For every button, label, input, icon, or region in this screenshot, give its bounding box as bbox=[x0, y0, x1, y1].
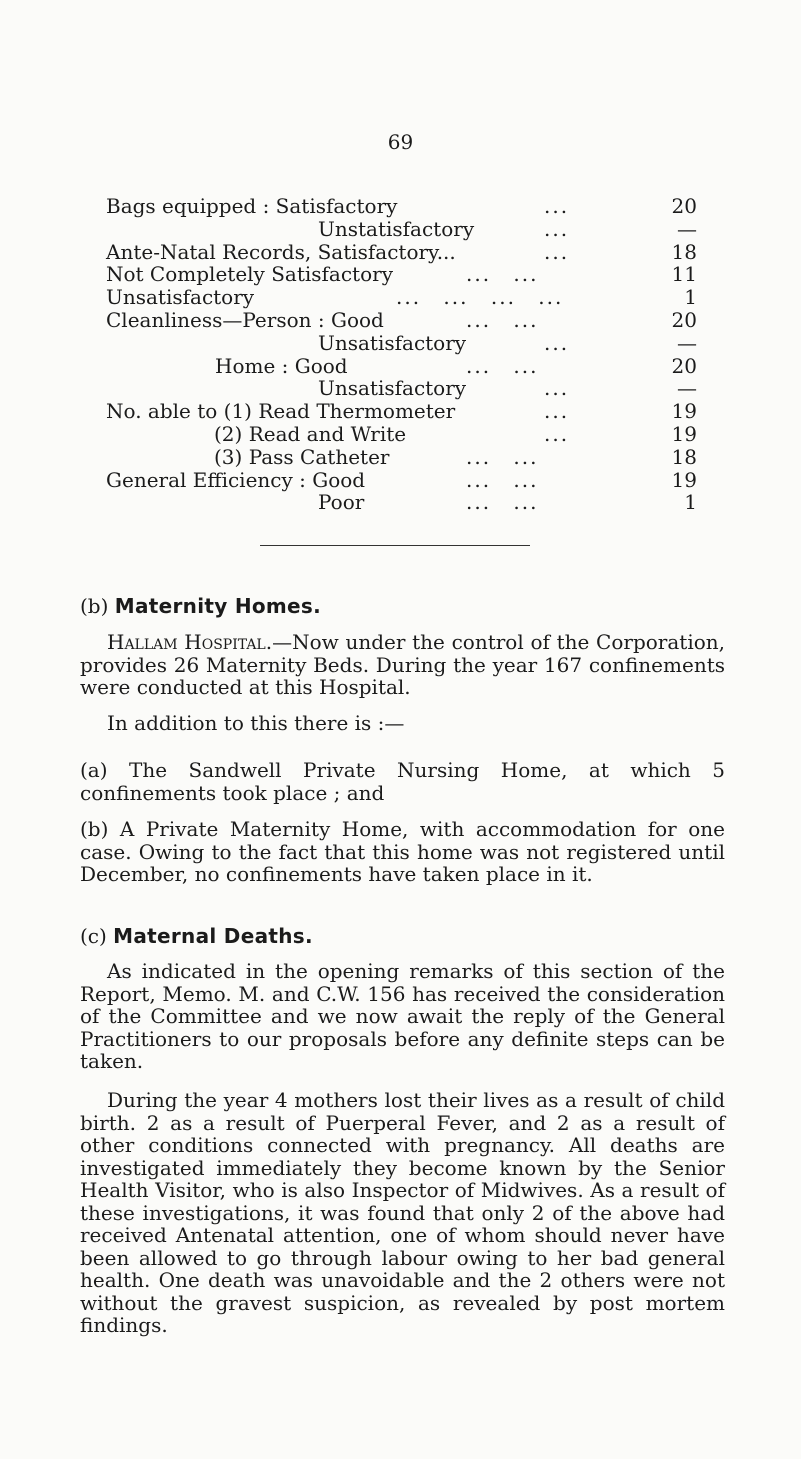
stat-row bbox=[106, 241, 706, 264]
stat-row bbox=[106, 400, 706, 423]
stat-label: Poor bbox=[318, 490, 365, 515]
stat-label: Cleanliness—Person : Good bbox=[106, 307, 384, 332]
leader-dots: ... bbox=[544, 421, 570, 446]
stat-label: Ante-Natal Records, Satisfactory... bbox=[106, 239, 456, 264]
stat-value: 18 bbox=[671, 239, 697, 264]
section-prefix: (c) bbox=[80, 924, 107, 948]
stat-value: 11 bbox=[671, 262, 697, 287]
leader-dots: ... bbox=[544, 194, 570, 218]
inspection-stats-table bbox=[106, 195, 706, 514]
leader-dots: ... ... bbox=[466, 467, 539, 492]
stat-value: 19 bbox=[671, 399, 697, 424]
paragraph-addition: In addition to this there is :— bbox=[107, 711, 405, 735]
leader-dots: ... ... bbox=[466, 353, 539, 378]
stat-row bbox=[106, 423, 706, 446]
stat-value: — bbox=[677, 216, 697, 241]
stat-value: 1 bbox=[684, 285, 697, 310]
stat-label: Not Completely Satisfactory bbox=[106, 262, 393, 287]
page-number: 69 bbox=[387, 130, 414, 154]
stat-row bbox=[106, 263, 706, 286]
paragraph-text: —Now under the control of the Corporation, provides 26 Maternity Beds. During the year 167 confinements were conducted at this Hospital. bbox=[80, 630, 725, 699]
stat-value: 20 bbox=[671, 194, 697, 218]
leader-dots: ... ... bbox=[466, 490, 539, 515]
stat-row bbox=[106, 286, 706, 309]
stat-row bbox=[106, 309, 706, 332]
leader-dots: ... ... ... ... bbox=[396, 285, 564, 310]
leader-dots: ... ... bbox=[466, 307, 539, 332]
stat-value: 20 bbox=[671, 353, 697, 378]
stat-row bbox=[106, 195, 706, 218]
stat-row bbox=[106, 469, 706, 492]
stat-label: (2) Read and Write bbox=[214, 421, 407, 446]
stat-row bbox=[106, 446, 706, 469]
paragraph-deaths: During the year 4 mothers lost their lives as a result of child birth. 2 as a result of Puerperal Fever, and 2 as a result of other conditions connected with pregnancy. All deaths are investigated immediately they become known by the Senior Health Visitor, who is also Inspector of Midwives. As a result of these investigations, it was found that only 2 of the above had received Antenatal attention, one of whom should never have been allowed to go through labour owing to her bad general health. One death was unavoidable and the 2 others were not without the gravest suspicion, as revealed by post mortem findings. bbox=[80, 1088, 725, 1337]
leader-dots: ... bbox=[544, 330, 570, 355]
stat-label: Unstatisfactory bbox=[318, 216, 475, 241]
stat-label: No. able to (1) Read Thermometer bbox=[106, 399, 456, 424]
stat-value: — bbox=[677, 330, 697, 355]
paragraph-hallam-hospital bbox=[80, 631, 725, 699]
stat-value: 1 bbox=[684, 490, 697, 515]
leader-dots: ... ... bbox=[466, 444, 539, 469]
paragraph-sandwell-home: (a) The Sandwell Private Nursing Home, at which 5 confinements took place ; and bbox=[80, 758, 725, 805]
leader-dots: ... bbox=[544, 239, 570, 264]
stat-row bbox=[106, 218, 706, 241]
paragraph-memo: As indicated in the opening remarks of this section of the Report, Memo. M. and C.W. 156 has received the consideration of the Committee and we now await the reply of the General Practitioners to our proposals before any definite steps can be taken. bbox=[80, 959, 725, 1073]
stat-label: Bags equipped : Satisfactory bbox=[106, 194, 398, 218]
leader-dots: ... ... bbox=[466, 262, 539, 287]
hospital-name: Hallam Hospital. bbox=[107, 630, 273, 654]
stat-value: 20 bbox=[671, 307, 697, 332]
stat-value: — bbox=[677, 376, 697, 401]
section-heading-maternal-deaths bbox=[80, 924, 313, 948]
section-title: Maternity Homes. bbox=[114, 594, 322, 618]
section-title: Maternal Deaths. bbox=[113, 924, 313, 948]
leader-dots: ... bbox=[544, 376, 570, 401]
stat-label: (3) Pass Catheter bbox=[214, 444, 390, 469]
stat-label: Home : Good bbox=[215, 353, 348, 378]
stat-value: 19 bbox=[671, 421, 697, 446]
stat-label: Unsatisfactory bbox=[106, 285, 255, 310]
paragraph-private-home: (b) A Private Maternity Home, with accommodation for one case. Owing to the fact that this home was not registered until December, no confinements have taken place in it. bbox=[80, 817, 725, 886]
leader-dots: ... bbox=[544, 399, 570, 424]
leader-dots: ... bbox=[544, 216, 570, 241]
section-divider bbox=[260, 545, 530, 546]
section-prefix: (b) bbox=[80, 594, 109, 618]
stat-row bbox=[106, 377, 706, 400]
section-heading-maternity-homes bbox=[80, 594, 321, 618]
stat-value: 19 bbox=[671, 467, 697, 492]
stat-row bbox=[106, 355, 706, 378]
stat-value: 18 bbox=[671, 444, 697, 469]
stat-row bbox=[106, 332, 706, 355]
stat-label: General Efficiency : Good bbox=[106, 467, 366, 492]
stat-label: Unsatisfactory bbox=[318, 376, 467, 401]
stat-row bbox=[106, 491, 706, 514]
stat-label: Unsatisfactory bbox=[318, 330, 467, 355]
